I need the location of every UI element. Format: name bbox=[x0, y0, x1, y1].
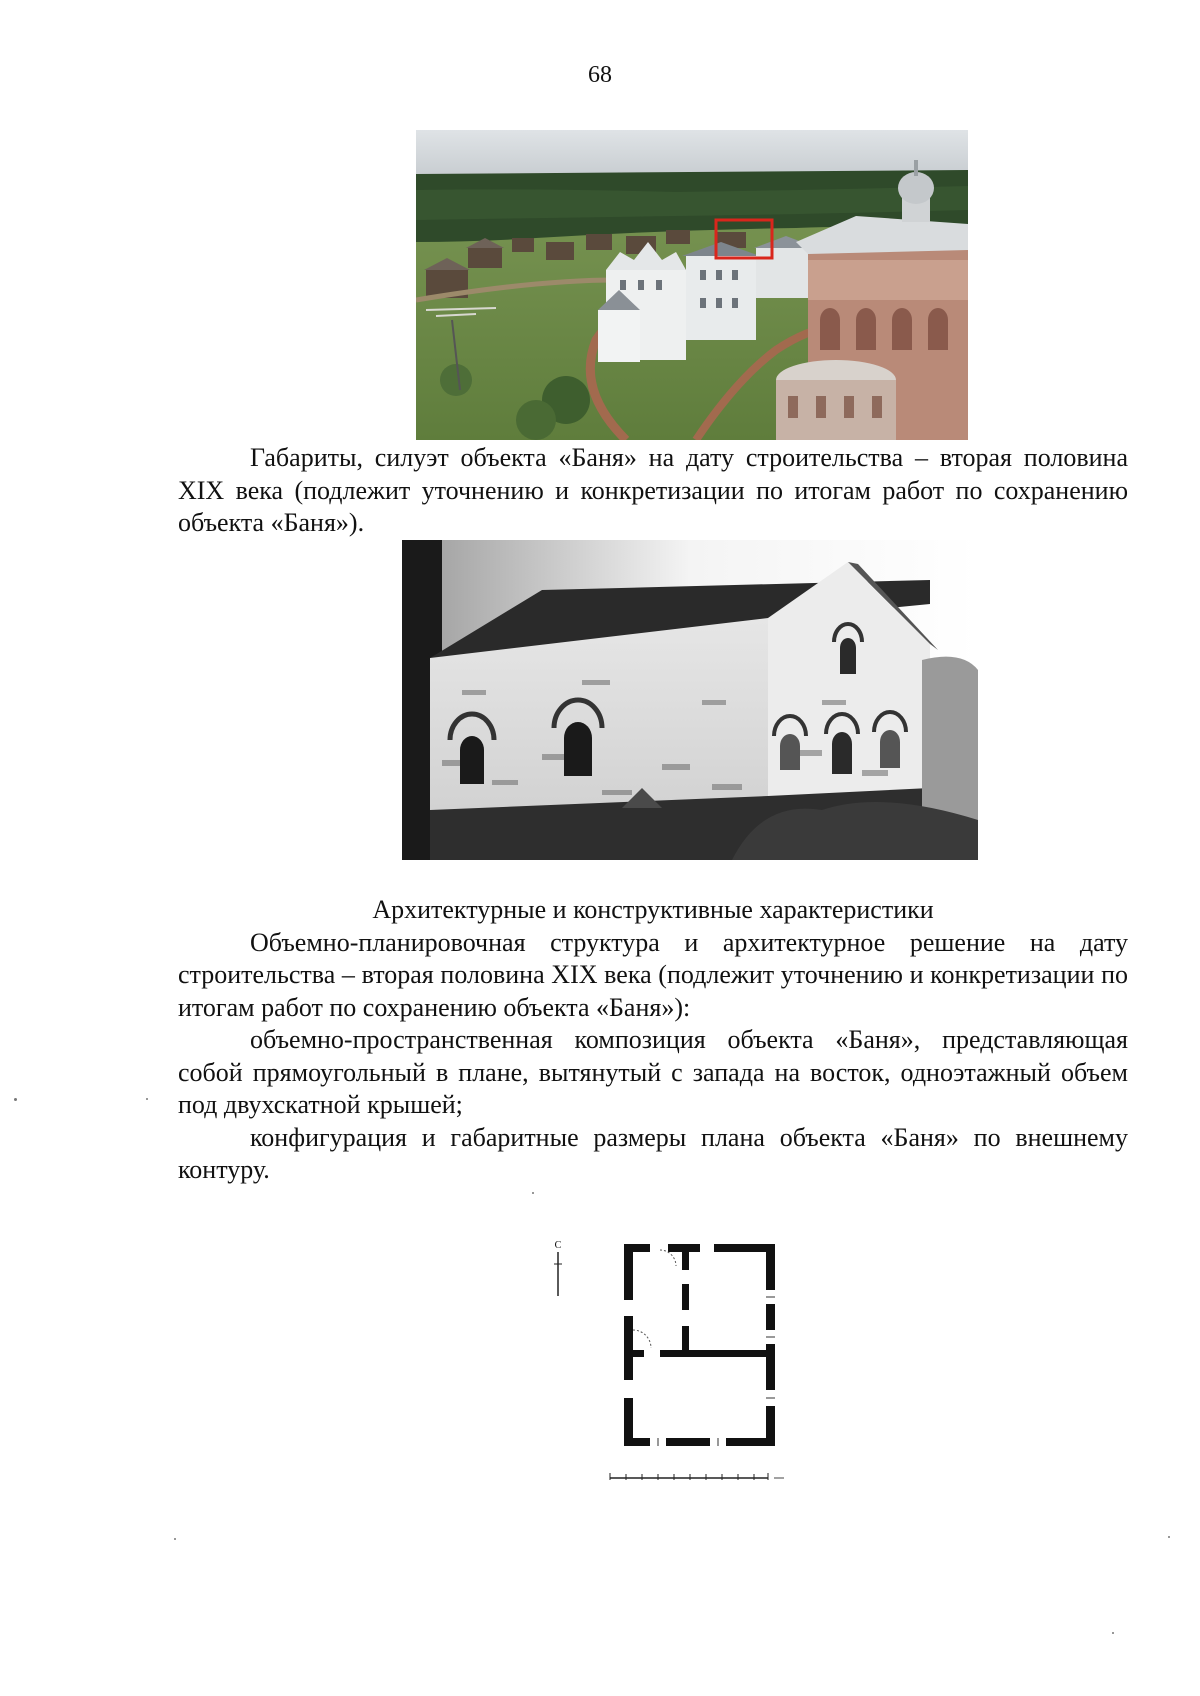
scan-speck bbox=[146, 1098, 148, 1100]
page-number: 68 bbox=[588, 62, 612, 88]
caption-text: Габариты, силуэт объекта «Баня» на дату строительства – вторая половина XIX века (подлежит уточнению и конкретизации по итогам работ по сохранению объекта «Баня»). bbox=[178, 443, 1128, 537]
scale-bar bbox=[608, 1468, 788, 1491]
scan-speck bbox=[1168, 1536, 1170, 1538]
north-label: С bbox=[554, 1240, 562, 1251]
paragraph: Объемно-планировочная структура и архитектурное решение на дату строительства – вторая половина XIX века (подлежит уточнению и конкретизации по итогам работ по сохранению объекта «Баня»): bbox=[178, 927, 1128, 1022]
characteristics-section bbox=[178, 894, 1128, 1187]
scan-speck bbox=[532, 1192, 534, 1194]
paragraph: конфигурация и габаритные размеры плана объекта «Баня» по внешнему контуру. bbox=[178, 1122, 1128, 1184]
scan-speck bbox=[174, 1538, 176, 1540]
caption-block bbox=[178, 442, 1128, 540]
bathhouse-photo bbox=[402, 540, 978, 860]
scan-speck bbox=[1112, 1632, 1114, 1634]
aerial-photo bbox=[416, 130, 968, 440]
scan-speck bbox=[14, 1098, 17, 1101]
floor-plan-drawing bbox=[620, 1240, 780, 1455]
section-heading: Архитектурные и конструктивные характеристики bbox=[372, 895, 934, 924]
north-arrow-icon bbox=[548, 1238, 568, 1303]
paragraph: объемно-пространственная композиция объекта «Баня», представляющая собой прямоугольный в плане, вытянутый с запада на восток, одноэтажный объем под двухскатной крышей; bbox=[178, 1025, 1128, 1119]
